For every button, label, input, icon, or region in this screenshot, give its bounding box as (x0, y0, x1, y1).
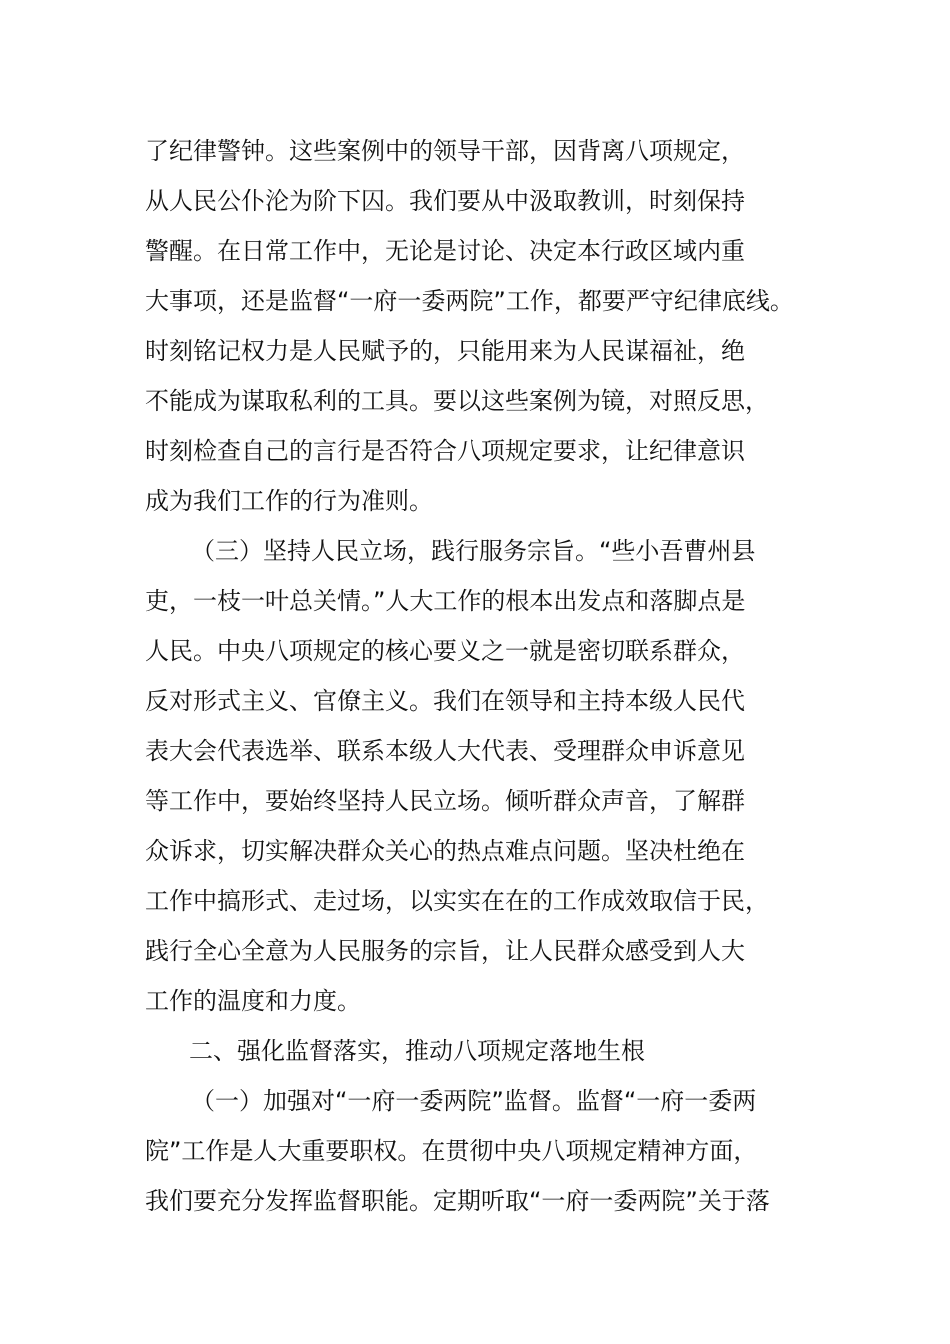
section-heading: 二、强化监督落实，推动八项规定落地生根 (189, 1037, 645, 1065)
text-line: 大事项，还是监督“一府一委两院”工作，都要严守纪律底线。 (145, 287, 794, 315)
text-line: 践行全心全意为人民服务的宗旨，让人民群众感受到人大 (145, 937, 745, 965)
text-line: 我们要充分发挥监督职能。定期听取“一府一委两院”关于落 (145, 1187, 770, 1215)
document-body (145, 126, 845, 1226)
paragraph-heading-1: （一）加强对“一府一委两院”监督。监督“一府一委两 (191, 1087, 757, 1115)
text-line: 等工作中，要始终坚持人民立场。倾听群众声音，了解群 (145, 787, 745, 815)
text-line: 人民。中央八项规定的核心要义之一就是密切联系群众， (145, 637, 745, 665)
text-line: 了纪律警钟。这些案例中的领导干部，因背离八项规定， (145, 137, 745, 165)
text-line: 工作中搞形式、走过场，以实实在在的工作成效取信于民， (145, 887, 769, 915)
text-line: 时刻检查自己的言行是否符合八项规定要求，让纪律意识 (145, 437, 745, 465)
text-line: 吏，一枝一叶总关情。”人大工作的根本出发点和落脚点是 (145, 587, 746, 615)
text-line: 时刻铭记权力是人民赋予的，只能用来为人民谋福祉，绝 (145, 337, 745, 365)
text-line: 众诉求，切实解决群众关心的热点难点问题。坚决杜绝在 (145, 837, 745, 865)
text-line: 院”工作是人大重要职权。在贯彻中央八项规定精神方面， (145, 1137, 758, 1165)
text-line: 成为我们工作的行为准则。 (145, 487, 433, 515)
text-line: 警醒。在日常工作中，无论是讨论、决定本行政区域内重 (145, 237, 745, 265)
text-line: 不能成为谋取私利的工具。要以这些案例为镜，对照反思， (145, 387, 769, 415)
paragraph-heading-3: （三）坚持人民立场，践行服务宗旨。“些小吾曹州县 (191, 537, 756, 565)
text-line: 表大会代表选举、联系本级人大代表、受理群众申诉意见 (145, 737, 745, 765)
text-line: 从人民公仆沦为阶下囚。我们要从中汲取教训，时刻保持 (145, 187, 745, 215)
text-line: 工作的温度和力度。 (145, 987, 361, 1015)
text-line: 反对形式主义、官僚主义。我们在领导和主持本级人民代 (145, 687, 745, 715)
